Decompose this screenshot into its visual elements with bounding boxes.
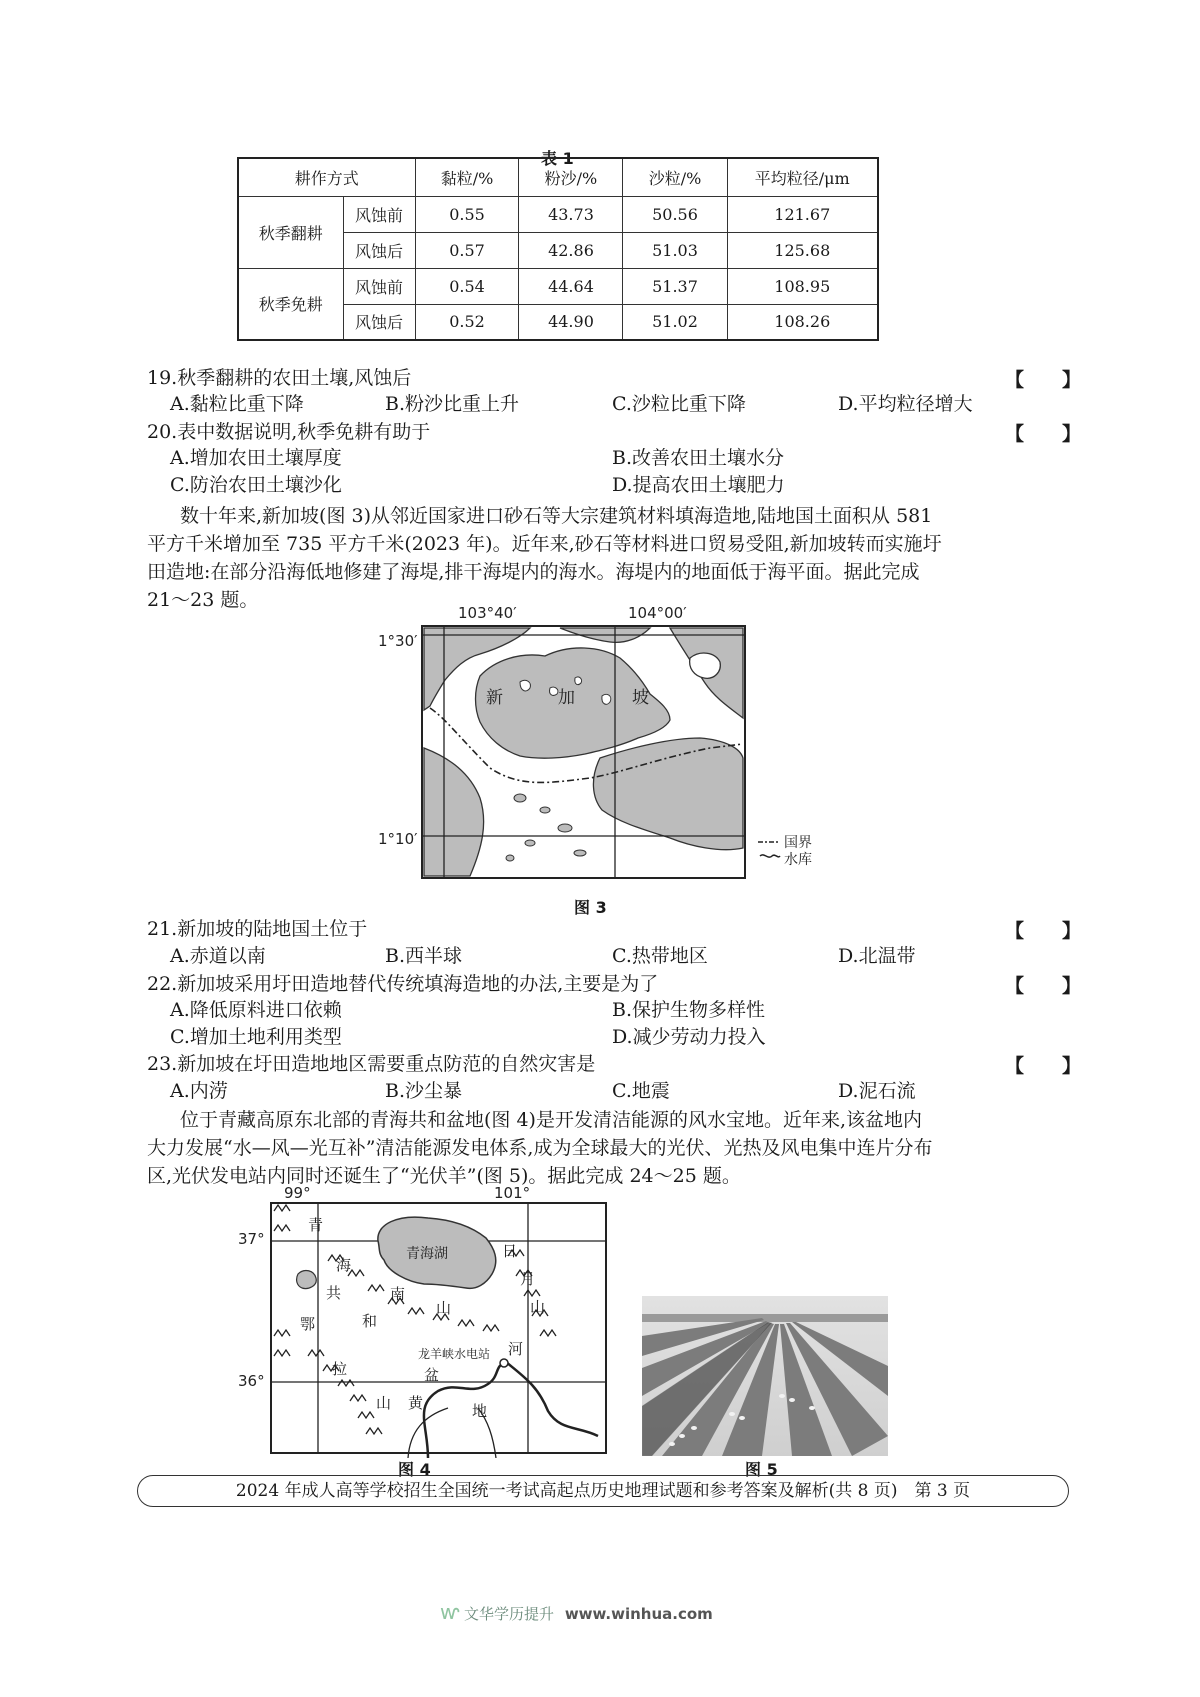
q23-option-c[interactable]: C.地震: [612, 1080, 670, 1102]
question-23-stem: 23.新加坡在圩田造地地区需要重点防范的自然灾害是: [147, 1053, 596, 1075]
question-20-stem: 20.表中数据说明,秋季免耕有助于: [147, 421, 431, 443]
figure4-caption: 图 4: [398, 1460, 431, 1479]
reservoir-legend-symbol: [760, 855, 780, 857]
longitude-label: 99°: [284, 1186, 311, 1202]
legend-reservoir-label: 水库: [784, 852, 812, 868]
q22-option-b[interactable]: B.保护生物多样性: [612, 999, 766, 1021]
stage-cell: 风蚀前: [343, 268, 415, 304]
q19-option-c[interactable]: C.沙粒比重下降: [612, 393, 746, 415]
stage-cell: 风蚀前: [343, 196, 415, 232]
watermark-logo-icon: ⱳ: [440, 1600, 460, 1624]
q21-option-c[interactable]: C.热带地区: [612, 945, 708, 967]
map-label-char: 山: [530, 1298, 546, 1316]
value-cell: 50.56: [623, 196, 727, 232]
header-cell: 粉沙/%: [519, 158, 623, 196]
question-19-stem: 19.秋季翻耕的农田土壤,风蚀后: [147, 367, 412, 389]
header-cell: 沙粒/%: [623, 158, 727, 196]
q22-option-a[interactable]: A.降低原料进口依赖: [170, 999, 342, 1021]
q20-option-d[interactable]: D.提高农田土壤肥力: [612, 474, 785, 496]
value-cell: 108.26: [727, 304, 878, 340]
group-cell: 秋季翻耕: [238, 196, 343, 268]
map-legend: [758, 835, 812, 868]
group-cell: 秋季免耕: [238, 268, 343, 340]
lake-label: 青海湖: [406, 1246, 448, 1262]
latitude-label: 36°: [238, 1372, 265, 1390]
header-cell: 黏粒/%: [415, 158, 519, 196]
map-label-char: 山: [436, 1299, 452, 1317]
hydropower-station-marker: [500, 1359, 508, 1367]
figure5-caption: 图 5: [745, 1460, 778, 1479]
value-cell: 51.03: [623, 232, 727, 268]
q23-option-b[interactable]: B.沙尘暴: [385, 1080, 463, 1102]
table-row: [238, 196, 878, 232]
value-cell: 42.86: [519, 232, 623, 268]
map-label-char: 坡: [632, 688, 649, 708]
value-cell: 0.54: [415, 268, 519, 304]
question-22-stem: 22.新加坡采用圩田造地替代传统填海造地的办法,主要是为了: [147, 973, 659, 995]
q20-option-a[interactable]: A.增加农田土壤厚度: [170, 447, 342, 469]
value-cell: 0.57: [415, 232, 519, 268]
map-label-char: 海: [336, 1256, 352, 1274]
map-label-char: 鄂: [300, 1315, 316, 1333]
value-cell: 121.67: [727, 196, 878, 232]
longitude-label: 101°: [494, 1186, 531, 1202]
q19-option-b[interactable]: B.粉沙比重上升: [385, 393, 520, 415]
value-cell: 108.95: [727, 268, 878, 304]
watermark-url[interactable]: www.winhua.com: [564, 1605, 713, 1623]
map-label-char: 日: [502, 1242, 518, 1260]
header-cell: 耕作方式: [238, 158, 415, 196]
map-label-char: 地: [472, 1402, 488, 1420]
table1-header-row: [238, 158, 878, 196]
reservoir: [602, 694, 611, 704]
q22-option-c[interactable]: C.增加土地利用类型: [170, 1026, 342, 1048]
answer-bracket-23[interactable]: 【 】: [1005, 1055, 1082, 1077]
figure3-caption: 图 3: [574, 898, 607, 917]
singapore-map: [370, 598, 870, 898]
map-label-char: 青: [308, 1216, 324, 1234]
value-cell: 0.55: [415, 196, 519, 232]
longitude-label: 103°40′: [458, 604, 517, 622]
answer-bracket-19[interactable]: 【 】: [1005, 369, 1082, 391]
stage-cell: 风蚀后: [343, 232, 415, 268]
page-footer: 2024 年成人高等学校招生全国统一考试高起点历史地理试题和参考答案及解析(共 8 页) 第 3 页: [137, 1475, 1069, 1507]
value-cell: 51.02: [623, 304, 727, 340]
answer-bracket-21[interactable]: 【 】: [1005, 920, 1082, 942]
value-cell: 43.73: [519, 196, 623, 232]
stage-cell: 风蚀后: [343, 304, 415, 340]
q21-option-a[interactable]: A.赤道以南: [170, 945, 266, 967]
q20-option-b[interactable]: B.改善农田土壤水分: [612, 447, 785, 469]
map-label-char: 南: [390, 1285, 406, 1303]
reservoir: [520, 680, 530, 691]
q21-option-d[interactable]: D.北温带: [838, 945, 916, 967]
passage1-line: 数十年来,新加坡(图 3)从邻近国家进口砂石等大宗建筑材料填海造地,陆地国土面积从 581: [180, 505, 933, 527]
q23-option-d[interactable]: D.泥石流: [838, 1080, 916, 1102]
reservoir: [575, 677, 582, 685]
station-label: 龙羊峡水电站: [418, 1347, 491, 1361]
map-label-char: 拉: [332, 1360, 348, 1378]
passage2-line: 大力发展“水—风—光互补”清洁能源发电体系,成为全球最大的光伏、光热及风电集中连片分布: [147, 1137, 933, 1159]
passage1-line: 田造地:在部分沿海低地修建了海堤,排干海堤内的海水。海堤内的地面低于海平面。据此完成: [147, 561, 920, 583]
passage2-line: 位于青藏高原东北部的青海共和盆地(图 4)是开发清洁能源的风水宝地。近年来,该盆地内: [180, 1109, 922, 1131]
latitude-label: 37°: [238, 1230, 265, 1248]
passage1-line: 21～23 题。: [147, 589, 259, 611]
value-cell: 0.52: [415, 304, 519, 340]
horizon-band: [642, 1314, 888, 1322]
q22-option-d[interactable]: D.减少劳动力投入: [612, 1026, 766, 1048]
table1-caption: 表 1: [541, 149, 574, 168]
reservoir: [550, 687, 558, 695]
latitude-label: 1°30′: [378, 632, 418, 650]
watermark-brand: 文华学历提升: [464, 1605, 555, 1623]
value-cell: 51.37: [623, 268, 727, 304]
map-label-char: 河: [508, 1340, 524, 1358]
q19-option-d[interactable]: D.平均粒径增大: [838, 393, 973, 415]
table1: [237, 157, 879, 341]
solar-farm-photo: [642, 1296, 888, 1456]
passage1-line: 平方千米增加至 735 平方千米(2023 年)。近年来,砂石等材料进口贸易受阻,新加坡转而实施圩: [147, 533, 942, 555]
value-cell: 44.90: [519, 304, 623, 340]
map-label-char: 加: [558, 688, 575, 708]
answer-bracket-20[interactable]: 【 】: [1005, 423, 1082, 445]
watermark: [440, 1600, 713, 1624]
small-lake: [297, 1271, 317, 1289]
latitude-label: 1°10′: [378, 830, 418, 848]
table-row: [238, 268, 878, 304]
map-label-char: 和: [362, 1312, 378, 1330]
q20-option-c[interactable]: C.防治农田土壤沙化: [170, 474, 342, 496]
map-label-char: 新: [486, 688, 503, 708]
map-label-char: 黄: [408, 1394, 424, 1412]
question-21-stem: 21.新加坡的陆地国土位于: [147, 918, 368, 940]
q21-option-b[interactable]: B.西半球: [385, 945, 463, 967]
value-cell: 125.68: [727, 232, 878, 268]
gonghe-basin-map: [238, 1186, 628, 1458]
header-cell: 平均粒径/μm: [727, 158, 878, 196]
map-label-char: 山: [376, 1394, 392, 1412]
map-label-char: 共: [326, 1284, 342, 1302]
value-cell: 44.64: [519, 268, 623, 304]
passage2-line: 区,光伏发电站内同时还诞生了“光伏羊”(图 5)。据此完成 24～25 题。: [147, 1165, 741, 1187]
q23-option-a[interactable]: A.内涝: [170, 1080, 228, 1102]
answer-bracket-22[interactable]: 【 】: [1005, 975, 1082, 997]
legend-border-label: 国界: [784, 835, 812, 851]
longitude-label: 104°00′: [628, 604, 687, 622]
q19-option-a[interactable]: A.黏粒比重下降: [170, 393, 304, 415]
map-label-char: 盆: [424, 1366, 440, 1384]
map-label-char: 月: [520, 1270, 536, 1288]
